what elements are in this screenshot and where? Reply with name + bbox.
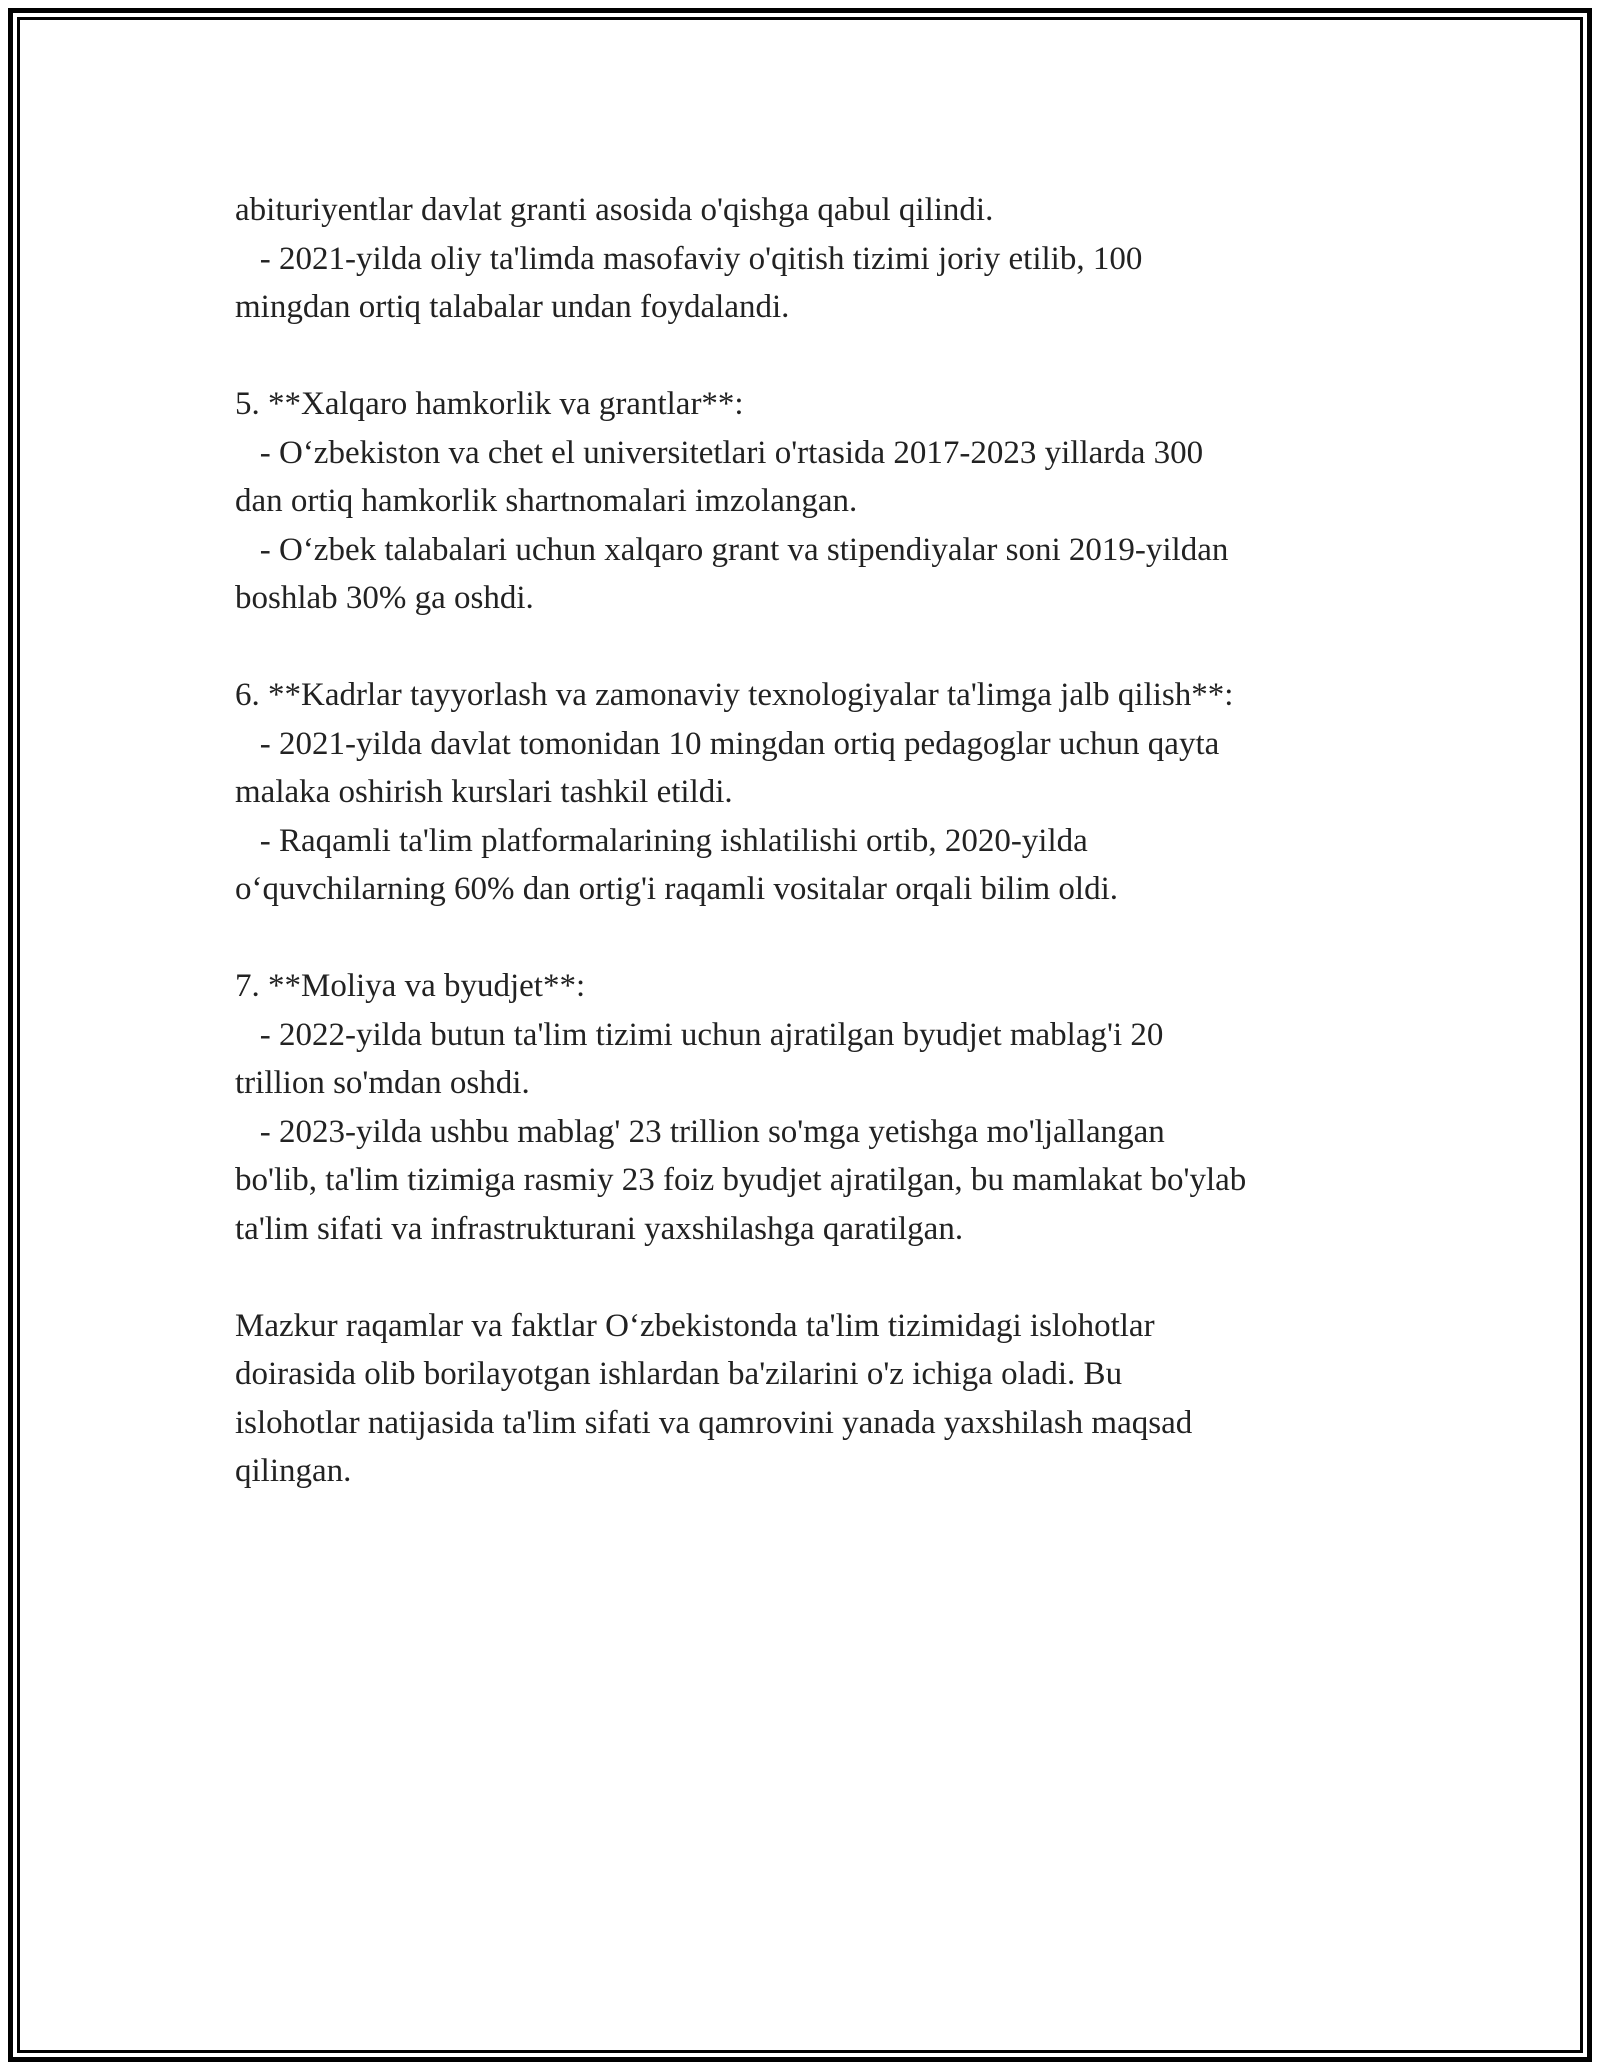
text-line: - O‘zbekiston va chet el universitetlari o'rtasida 2017-2023 yillarda 300 <box>235 434 1204 471</box>
text-line: trillion so'mdan oshdi. <box>235 1065 530 1101</box>
text-line: - 2021-yilda oliy ta'limda masofaviy o'qitish tizimi joriy etilib, 100 <box>235 240 1143 277</box>
text-line: dan ortiq hamkorlik shartnomalari imzolangan. <box>235 483 858 519</box>
text-line: - 2022-yilda butun ta'lim tizimi uchun ajratilgan byudjet mablag'i 20 <box>235 1016 1164 1053</box>
blank-line <box>235 332 1395 381</box>
conclusion-line: doirasida olib borilayotgan ishlardan ba'zilarini o'z ichiga oladi. Bu <box>235 1356 1123 1392</box>
conclusion-line: islohotlar natijasida ta'lim sifati va qamrovini yanada yaxshilash maqsad <box>235 1404 1193 1441</box>
text-line: boshlab 30% ga oshdi. <box>235 580 534 616</box>
section-heading: 7. **Moliya va byudjet**: <box>235 968 586 1004</box>
text-line: o‘quvchilarning 60% dan ortig'i raqamli vositalar orqali bilim oldi. <box>235 871 1119 907</box>
conclusion-line: Mazkur raqamlar va faktlar O‘zbekistonda ta'lim tizimidagi islohotlar <box>235 1307 1155 1344</box>
blank-line <box>235 1253 1395 1302</box>
section-heading: 6. **Kadrlar tayyorlash va zamonaviy texnologiyalar ta'limga jalb qilish**: <box>235 677 1234 713</box>
text-line: malaka oshirish kurslari tashkil etildi. <box>235 774 733 810</box>
conclusion-line: qilingan. <box>235 1453 352 1489</box>
text-line: abituriyentlar davlat granti asosida o'qishga qabul qilindi. <box>235 192 994 228</box>
text-line: ta'lim sifati va infrastrukturani yaxshilashga qaratilgan. <box>235 1210 964 1247</box>
text-line: - Raqamli ta'lim platformalarining ishlatilishi ortib, 2020-yilda <box>235 822 1088 859</box>
document-body <box>235 186 1395 1496</box>
text-line: - 2021-yilda davlat tomonidan 10 mingdan ortiq pedagoglar uchun qayta <box>235 725 1220 762</box>
text-line: bo'lib, ta'lim tizimiga rasmiy 23 foiz byudjet ajratilgan, bu mamlakat bo'ylab <box>235 1162 1247 1198</box>
blank-line <box>235 623 1395 672</box>
blank-line <box>235 914 1395 963</box>
text-line: - 2023-yilda ushbu mablag' 23 trillion so'mga yetishga mo'ljallangan <box>235 1113 1165 1150</box>
section-heading: 5. **Xalqaro hamkorlik va grantlar**: <box>235 386 744 422</box>
text-line: mingdan ortiq talabalar undan foydalandi. <box>235 289 790 325</box>
text-line: - O‘zbek talabalari uchun xalqaro grant va stipendiyalar soni 2019-yildan <box>235 531 1229 568</box>
